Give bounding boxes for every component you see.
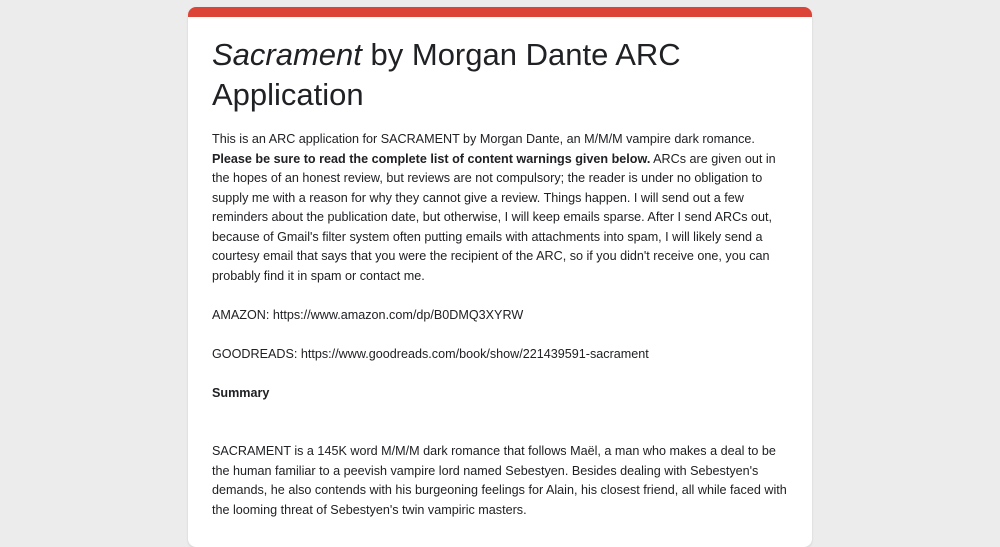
form-description: [212, 130, 787, 520]
summary-heading: Summary: [212, 385, 270, 400]
form-header: [212, 35, 787, 520]
goodreads-line: GOODREADS: https://www.goodreads.com/book/show/221439591-sacrament: [212, 346, 649, 361]
form-accent-bar: [188, 7, 812, 17]
content-warning-notice: Please be sure to read the complete list of content warnings given below.: [212, 151, 651, 166]
intro-text-part1: This is an ARC application for SACRAMENT by Morgan Dante, an M/M/M vampire dark romance.: [212, 132, 755, 146]
form-title-rest: by Morgan Dante ARC Application: [212, 37, 681, 112]
intro-text-part2: ARCs are given out in the hopes of an honest review, but reviews are not compulsory; the reader is under no obligation to supply me with a reason for why they cannot give a review. Things happen. I will send out a few reminders about the publication date, but otherwise, I will keep emails sparse. After I send ARCs out, because of Gmail's filter system often putting emails with attachments into spam, I will likely send a courtesy email that says that you were the recipient of the ARC, so if you didn't receive one, you can probably find it in spam or contact me.: [212, 151, 776, 283]
form-card: [188, 7, 812, 547]
form-title: [212, 35, 787, 115]
form-title-book: Sacrament: [212, 37, 362, 72]
intro-paragraph: [212, 130, 787, 286]
summary-text: SACRAMENT is a 145K word M/M/M dark romance that follows Maël, a man who makes a deal to be the human familiar to a peevish vampire lord named Sebestyen. Besides dealing with Sebestyen's demands, he also contends with his burgeoning feelings for Alain, his closest friend, all while faced with the looming threat of Sebestyen's twin vampiric masters.: [212, 444, 787, 517]
amazon-line: AMAZON: https://www.amazon.com/dp/B0DMQ3XYRW: [212, 307, 524, 322]
